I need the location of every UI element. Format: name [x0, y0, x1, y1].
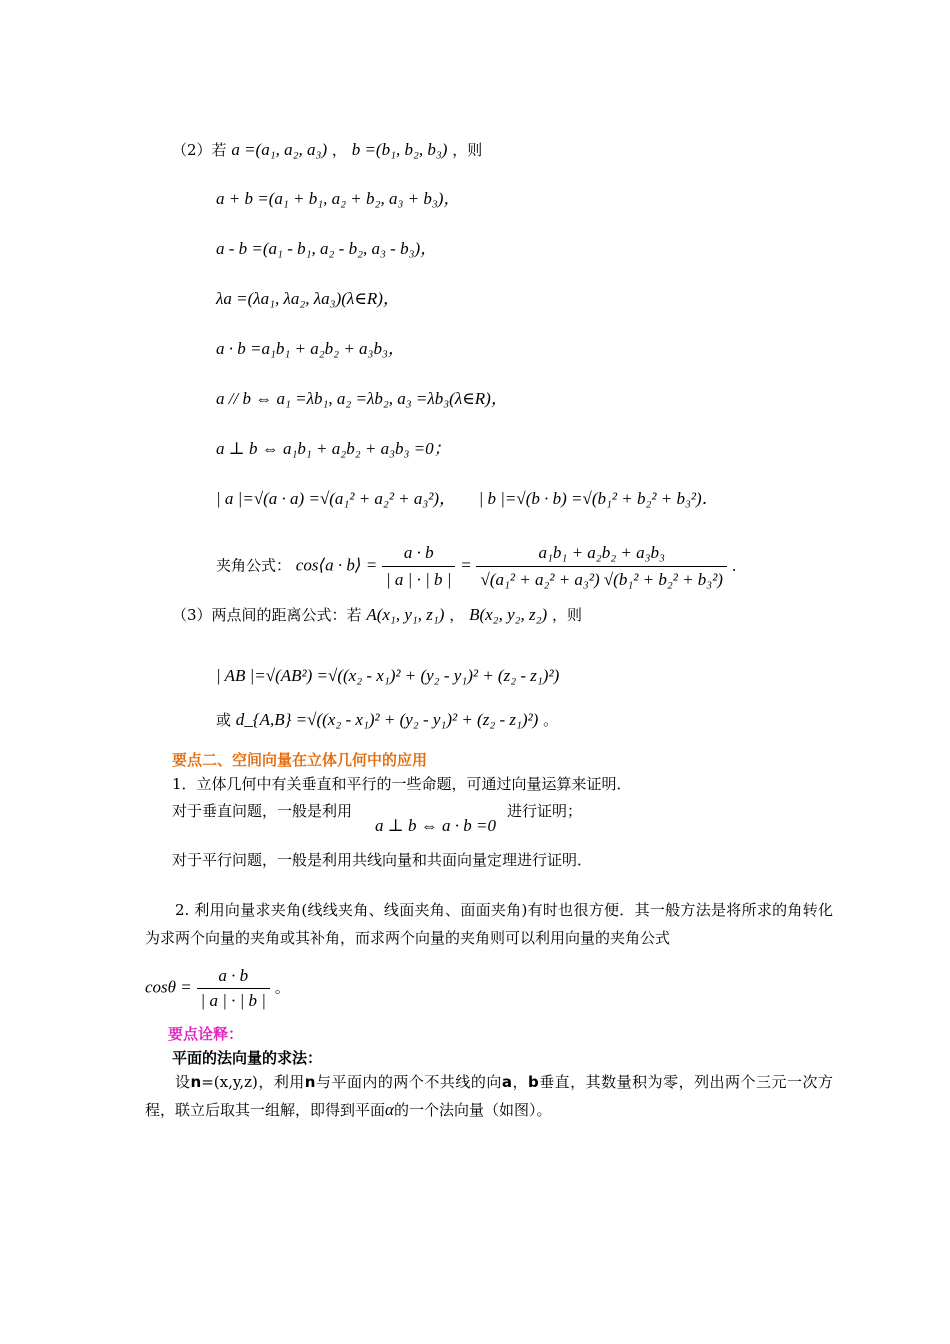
angle-fraction-1	[382, 540, 455, 593]
distance-formula: | AB |=√(AB²) =√((x₂ - x₁)² + (y₂ - y₁)² + (z₂ - z₁)²)	[216, 666, 560, 685]
vector-b-def: b =(b₁, b₂, b₃)	[351, 140, 448, 159]
perp-suffix: 进行证明；	[507, 802, 583, 820]
cos-fraction	[197, 964, 270, 1013]
body-part: ，	[511, 1073, 528, 1091]
distance-alt-end: 。	[543, 711, 559, 729]
formula-norms	[216, 489, 719, 509]
angle-label: 夹角公式：	[216, 556, 292, 575]
distance-alt-line	[216, 710, 558, 730]
formula-scalar-multiple: λa =(λa₁, λa₂, λa₃)(λ∈R)，	[216, 289, 400, 308]
section2-intro	[172, 140, 482, 160]
vector-n: n	[304, 1073, 316, 1091]
section3-suffix: ，则	[552, 606, 583, 624]
normal-vector-subheading: 平面的法向量的求法：	[172, 1049, 323, 1067]
angle-fraction-2-numerator: a₁b₁ + a₂b₂ + a₃b₃	[476, 540, 726, 567]
point-a: A(x₁, y₁, z₁)	[366, 605, 445, 624]
notes-heading: 要点诠释：	[168, 1025, 244, 1043]
vector-a-def: a =(a₁, a₂, a₃)	[231, 140, 328, 159]
intro-suffix: ，则	[452, 141, 483, 159]
formula-sum: a + b =(a₁ + b₁, a₂ + b₂, a₃ + b₃)，	[216, 189, 461, 208]
formula-difference: a - b =(a₁ - b₁, a₂ - b₂, a₃ - b₃)，	[216, 239, 438, 258]
perp-prefix: 对于垂直问题，一般是利用	[172, 802, 353, 820]
formula-dot-product: a · b =a₁b₁ + a₂b₂ + a₃b₃，	[216, 339, 405, 358]
distance-alt-formula: d_{A,B} =√((x₂ - x₁)² + (y₂ - y₁)² + (z₂ - z₁)²)	[235, 710, 539, 729]
angle-fraction-2	[476, 540, 726, 593]
norm-b: | b |=√(b · b) =√(b₁² + b₂² + b₃²)．	[478, 489, 719, 508]
angle-lhs: cos⟨a · b⟩ =	[295, 555, 378, 575]
angle-end: ．	[731, 556, 747, 575]
angle-formula	[216, 540, 747, 593]
intro-prefix: （2）若	[172, 141, 227, 159]
cos-end: 。	[274, 978, 290, 997]
norm-a: | a |=√(a · a) =√(a₁² + a₂² + a₃²)，	[216, 489, 457, 508]
vector-a: a	[501, 1073, 512, 1091]
formula-perpendicular: a ⊥ b ⇔ a₁b₁ + a₂b₂ + a₃b₃ =0；	[216, 439, 451, 458]
parallel-method: 对于平行问题，一般是利用共线向量和共面向量定理进行证明．	[172, 851, 593, 869]
keypoint2-heading: 要点二、空间向量在立体几何中的应用	[172, 751, 428, 769]
angle-fraction-2-denominator: √(a₁² + a₂² + a₃²) √(b₁² + b₂² + b₃²)	[480, 570, 723, 589]
separator: ，	[331, 141, 347, 159]
section3-prefix: （3）两点间的距离公式：若	[172, 606, 362, 624]
cos-theta-formula	[145, 964, 290, 1013]
cos-numerator: a · b	[197, 964, 270, 989]
or-label: 或	[216, 711, 232, 729]
body-part: 的一个法向量（如图）。	[393, 1101, 552, 1119]
vector-b: b	[527, 1073, 539, 1091]
perpendicular-method	[172, 801, 352, 821]
angle-fraction-1-denominator: | a | · | b |	[385, 570, 452, 589]
angle-equals: =	[460, 555, 472, 575]
body-part: 设	[175, 1073, 191, 1091]
formula-parallel: a // b ⇔ a₁ =λb₁, a₂ =λb₂, a₃ =λb₃(λ∈R)，	[216, 389, 508, 408]
vector-n: n	[190, 1073, 202, 1091]
normal-vector-body	[145, 1068, 833, 1124]
separator: ，	[449, 606, 465, 624]
perpendicular-formula: a ⊥ b ⇔ a · b =0	[375, 816, 496, 835]
point-b: B(x₂, y₂, z₂)	[469, 605, 548, 624]
body-part: 垂直，其数量积为零，列出两个三元一次方程，联立后取其一组解，即得到平面	[145, 1073, 833, 1119]
body-part: 与平面内的两个不共线的向	[315, 1073, 502, 1091]
plane-alpha: α	[385, 1100, 394, 1119]
keypoint2-item1: 1．立体几何中有关垂直和平行的一些命题，可通过向量运算来证明．	[172, 775, 632, 793]
body-part: =(x,y,z)，利用	[201, 1073, 305, 1091]
cos-denominator: | a | · | b |	[200, 991, 266, 1010]
keypoint2-item2: 2. 利用向量求夹角(线线夹角、线面夹角、面面夹角)有时也很方便．其一般方法是将所求的角转化为求两个向量的夹角或其补角，而求两个向量的夹角则可以利用向量的夹角公式	[145, 901, 833, 947]
cos-lhs: cosθ =	[145, 977, 192, 997]
angle-fraction-1-numerator: a · b	[382, 540, 455, 567]
section3-intro	[172, 605, 582, 625]
